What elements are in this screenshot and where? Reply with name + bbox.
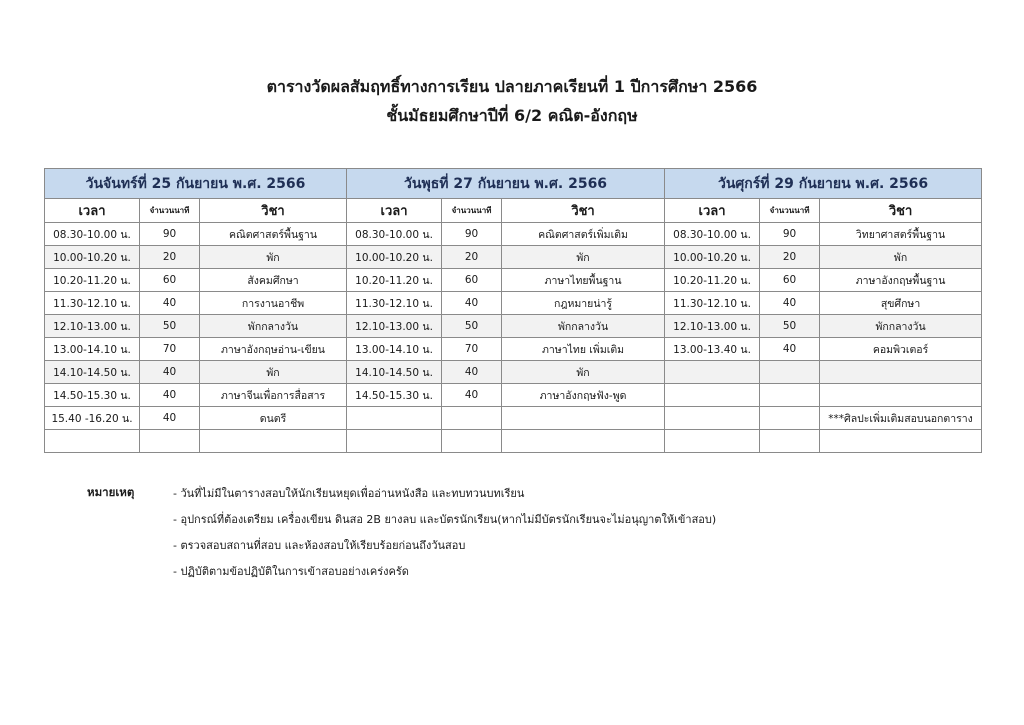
table-row — [45, 292, 982, 315]
note-item: - ปฏิบัติตามข้อปฏิบัติในการเข้าสอบอย่างเคร่งครัด — [173, 565, 409, 578]
table-row — [45, 223, 982, 246]
subject-cell: ภาษาอังกฤษฟัง-พูด — [502, 384, 665, 407]
column-header-time: เวลา — [45, 199, 140, 223]
subject-cell: คอมพิวเตอร์ — [820, 338, 982, 361]
time-cell: 13.00-14.10 น. — [45, 338, 140, 361]
note-item: - อุปกรณ์ที่ต้องเตรียม เครื่องเขียน ดินสอ 2B ยางลบ และบัตรนักเรียน(หากไม่มีบัตรนักเรียนจะไม่อนุญาตให้เข้าสอบ) — [173, 513, 717, 526]
subject-cell: สุขศึกษา — [820, 292, 982, 315]
time-cell: 12.10-13.00 น. — [665, 315, 760, 338]
day-header-friday: วันศุกร์ที่ 29 กันยายน พ.ศ. 2566 — [665, 169, 982, 199]
title-line-1: ตารางวัดผลสัมฤทธิ์ทางการเรียน ปลายภาคเรียนที่ 1 ปีการศึกษา 2566 — [266, 77, 758, 96]
time-cell — [665, 430, 760, 453]
subject-cell: สังคมศึกษา — [200, 269, 347, 292]
note-item: - ตรวจสอบสถานที่สอบ และห้องสอบให้เรียบร้อยก่อนถึงวันสอบ — [173, 539, 466, 552]
subject-cell: พักกลางวัน — [502, 315, 665, 338]
time-cell: 08.30-10.00 น. — [45, 223, 140, 246]
column-header-minutes: จำนวนนาที — [442, 199, 502, 223]
subject-cell: ภาษาไทยพื้นฐาน — [502, 269, 665, 292]
minutes-cell: 70 — [442, 338, 502, 361]
time-cell: 10.00-10.20 น. — [665, 246, 760, 269]
table-row — [45, 269, 982, 292]
table-row — [45, 338, 982, 361]
table-row — [45, 246, 982, 269]
document-title — [0, 72, 1024, 130]
time-cell: 13.00-14.10 น. — [347, 338, 442, 361]
subject-cell — [502, 430, 665, 453]
table-row — [45, 384, 982, 407]
minutes-cell: 50 — [442, 315, 502, 338]
minutes-cell: 20 — [760, 246, 820, 269]
table-row — [45, 361, 982, 384]
minutes-cell: 20 — [442, 246, 502, 269]
note-item: - วันที่ไม่มีในตารางสอบให้นักเรียนหยุดเพื่ออ่านหนังสือ และทบทวนบทเรียน — [173, 487, 525, 500]
minutes-cell: 60 — [760, 269, 820, 292]
time-cell — [665, 361, 760, 384]
subject-cell: คณิตศาสตร์พื้นฐาน — [200, 223, 347, 246]
day-header-wednesday: วันพุธที่ 27 กันยายน พ.ศ. 2566 — [347, 169, 665, 199]
column-header-time: เวลา — [665, 199, 760, 223]
minutes-cell: 60 — [442, 269, 502, 292]
subject-cell: ดนตรี — [200, 407, 347, 430]
minutes-cell: 70 — [140, 338, 200, 361]
minutes-cell: 40 — [760, 292, 820, 315]
minutes-cell — [442, 407, 502, 430]
column-header-subject: วิชา — [502, 199, 665, 223]
subject-cell — [820, 361, 982, 384]
time-cell — [347, 430, 442, 453]
minutes-cell: 90 — [760, 223, 820, 246]
minutes-cell: 40 — [140, 292, 200, 315]
exam-schedule-table — [44, 168, 982, 453]
day-header-monday: วันจันทร์ที่ 25 กันยายน พ.ศ. 2566 — [45, 169, 347, 199]
time-cell: 15.40 -16.20 น. — [45, 407, 140, 430]
time-cell: 11.30-12.10 น. — [45, 292, 140, 315]
subject-cell: กฎหมายน่ารู้ — [502, 292, 665, 315]
subject-cell: ภาษาไทย เพิ่มเติม — [502, 338, 665, 361]
minutes-cell: 90 — [442, 223, 502, 246]
subject-cell: ภาษาจีนเพื่อการสื่อสาร — [200, 384, 347, 407]
minutes-cell — [760, 361, 820, 384]
time-cell: 08.30-10.00 น. — [347, 223, 442, 246]
minutes-cell: 40 — [442, 292, 502, 315]
minutes-cell: 40 — [140, 361, 200, 384]
subject-cell: พักกลางวัน — [200, 315, 347, 338]
time-cell: 14.10-14.50 น. — [347, 361, 442, 384]
subject-cell: พัก — [200, 361, 347, 384]
time-cell: 14.10-14.50 น. — [45, 361, 140, 384]
time-cell: 14.50-15.30 น. — [347, 384, 442, 407]
minutes-cell: 40 — [442, 384, 502, 407]
title-line-2: ชั้นมัธยมศึกษาปีที่ 6/2 คณิต-อังกฤษ — [386, 106, 638, 125]
column-header-minutes: จำนวนนาที — [140, 199, 200, 223]
time-cell: 10.20-11.20 น. — [347, 269, 442, 292]
minutes-cell — [760, 384, 820, 407]
minutes-cell: 50 — [760, 315, 820, 338]
subject-cell: ***ศิลปะเพิ่มเติมสอบนอกตาราง — [820, 407, 982, 430]
time-cell: 10.00-10.20 น. — [347, 246, 442, 269]
subject-cell: พักกลางวัน — [820, 315, 982, 338]
table-row — [45, 430, 982, 453]
column-header-subject: วิชา — [200, 199, 347, 223]
time-cell: 10.20-11.20 น. — [45, 269, 140, 292]
time-cell: 12.10-13.00 น. — [45, 315, 140, 338]
time-cell — [665, 407, 760, 430]
time-cell — [45, 430, 140, 453]
time-cell: 14.50-15.30 น. — [45, 384, 140, 407]
subject-cell: พัก — [502, 361, 665, 384]
time-cell — [347, 407, 442, 430]
day-header-row — [45, 169, 982, 199]
column-header-time: เวลา — [347, 199, 442, 223]
column-header-subject: วิชา — [820, 199, 982, 223]
column-header-minutes: จำนวนนาที — [760, 199, 820, 223]
subject-cell — [502, 407, 665, 430]
minutes-cell: 90 — [140, 223, 200, 246]
subject-cell — [820, 430, 982, 453]
time-cell: 12.10-13.00 น. — [347, 315, 442, 338]
time-cell: 13.00-13.40 น. — [665, 338, 760, 361]
time-cell: 10.00-10.20 น. — [45, 246, 140, 269]
minutes-cell — [442, 430, 502, 453]
subject-cell: ภาษาอังกฤษพื้นฐาน — [820, 269, 982, 292]
time-cell: 11.30-12.10 น. — [347, 292, 442, 315]
notes-list — [173, 484, 716, 588]
minutes-cell: 40 — [760, 338, 820, 361]
minutes-cell — [140, 430, 200, 453]
time-cell: 10.20-11.20 น. — [665, 269, 760, 292]
minutes-cell: 40 — [140, 384, 200, 407]
time-cell — [665, 384, 760, 407]
subject-cell — [200, 430, 347, 453]
subject-cell: คณิตศาสตร์เพิ่มเติม — [502, 223, 665, 246]
subject-cell: พัก — [820, 246, 982, 269]
subject-cell: ภาษาอังกฤษอ่าน-เขียน — [200, 338, 347, 361]
minutes-cell: 40 — [140, 407, 200, 430]
notes-label: หมายเหตุ — [87, 485, 135, 499]
table-row — [45, 315, 982, 338]
minutes-cell: 50 — [140, 315, 200, 338]
table-row — [45, 407, 982, 430]
subject-cell: วิทยาศาสตร์พื้นฐาน — [820, 223, 982, 246]
minutes-cell — [760, 407, 820, 430]
minutes-cell: 60 — [140, 269, 200, 292]
minutes-cell — [760, 430, 820, 453]
time-cell: 11.30-12.10 น. — [665, 292, 760, 315]
column-header-row — [45, 199, 982, 223]
minutes-cell: 40 — [442, 361, 502, 384]
subject-cell: พัก — [200, 246, 347, 269]
minutes-cell: 20 — [140, 246, 200, 269]
time-cell: 08.30-10.00 น. — [665, 223, 760, 246]
subject-cell — [820, 384, 982, 407]
subject-cell: การงานอาชีพ — [200, 292, 347, 315]
subject-cell: พัก — [502, 246, 665, 269]
